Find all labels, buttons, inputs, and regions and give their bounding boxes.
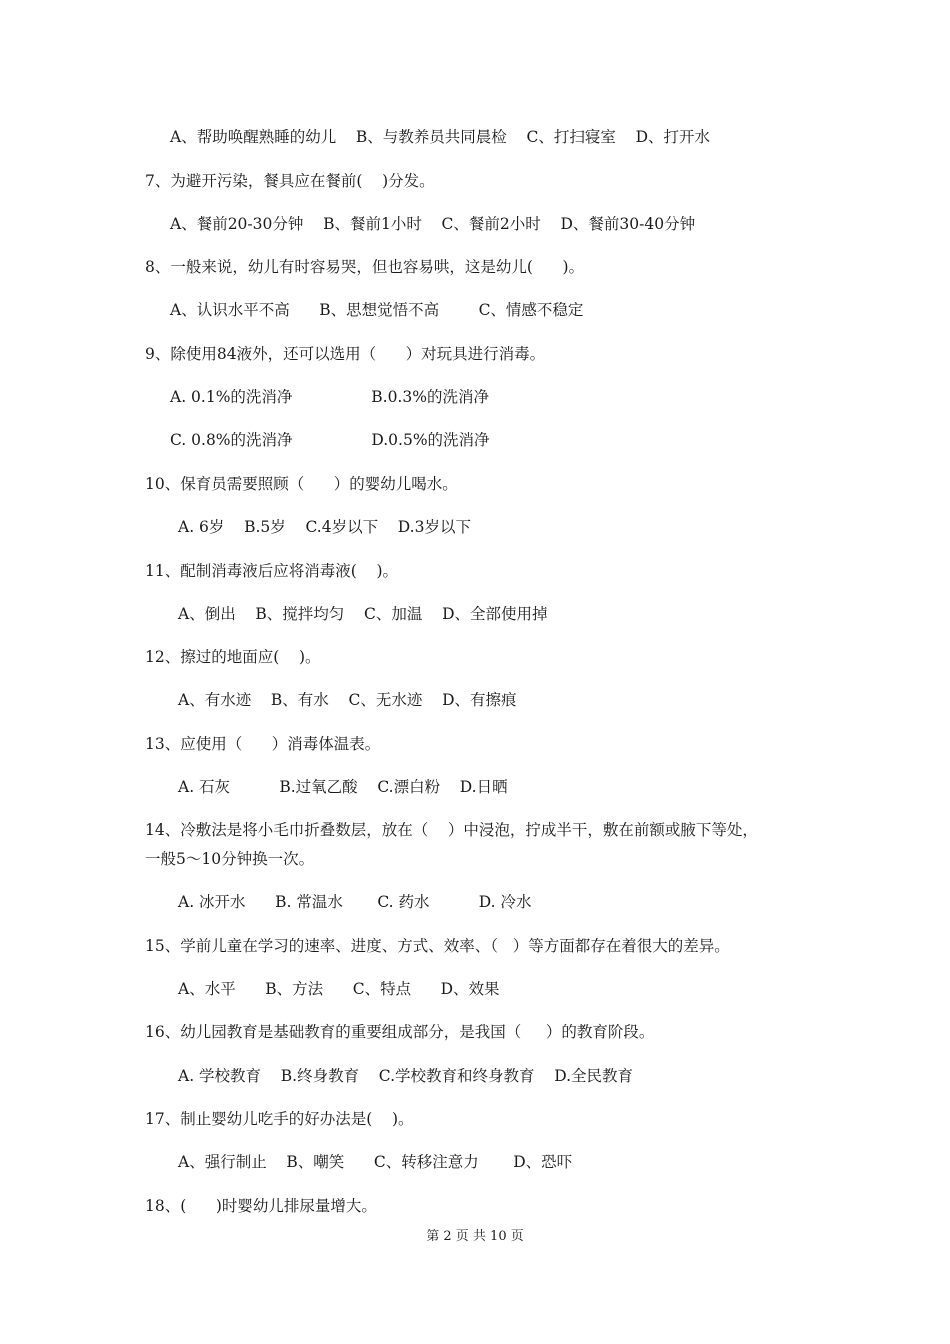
q12-question: 12、擦过的地面应( )。 — [145, 648, 321, 666]
page-footer: 第 2 页 共 10 页 — [426, 1229, 524, 1244]
q10-options: A. 6岁 B.5岁 C.4岁以下 D.3岁以下 — [178, 518, 471, 536]
q15-options: A、水平 B、方法 C、特点 D、效果 — [178, 980, 500, 998]
q16-options: A. 学校教育 B.终身教育 C.学校教育和终身教育 D.全民教育 — [178, 1067, 634, 1085]
q6-options: A、帮助唤醒熟睡的幼儿 B、与教养员共同晨检 C、打扫寝室 D、打开水 — [170, 128, 710, 146]
q17-options: A、强行制止 B、嘲笑 C、转移注意力 D、恐吓 — [178, 1153, 573, 1171]
q11-question: 11、配制消毒液后应将消毒液( )。 — [145, 562, 399, 580]
q15-question: 15、学前儿童在学习的速率、进度、方式、效率、（ ）等方面都存在着很大的差异。 — [145, 937, 730, 955]
q11-options: A、倒出 B、搅拌均匀 C、加温 D、全部使用掉 — [178, 605, 548, 623]
q7-options: A、餐前20-30分钟 B、餐前1小时 C、餐前2小时 D、餐前30-40分钟 — [170, 215, 696, 233]
q18-question: 18、( )时婴幼儿排尿量增大。 — [145, 1197, 377, 1215]
q8-question: 8、一般来说，幼儿有时容易哭，但也容易哄，这是幼儿( )。 — [145, 258, 585, 276]
q14-options: A. 冰开水 B. 常温水 C. 药水 D. 冷水 — [178, 893, 532, 911]
q16-question: 16、幼儿园教育是基础教育的重要组成部分，是我国（ ）的教育阶段。 — [145, 1023, 655, 1041]
q8-options: A、认识水平不高 B、思想觉悟不高 C、情感不稳定 — [170, 301, 584, 319]
q17-question: 17、制止婴幼儿吃手的好办法是( )。 — [145, 1110, 414, 1128]
q14-question-line1: 14、冷敷法是将小毛巾折叠数层，放在（ ）中浸泡，拧成半干，敷在前额或腋下等处， — [145, 821, 758, 839]
q9-options-row2: C. 0.8%的洗消净 D.0.5%的洗消净 — [170, 431, 490, 449]
q9-question: 9、除使用84液外，还可以选用（ ）对玩具进行消毒。 — [145, 345, 546, 363]
q13-options: A. 石灰 B.过氧乙酸 C.漂白粉 D.日晒 — [178, 778, 508, 796]
q10-question: 10、保育员需要照顾（ ）的婴幼儿喝水。 — [145, 475, 458, 493]
q13-question: 13、应使用（ ）消毒体温表。 — [145, 735, 381, 753]
q14-question-line2: 一般5～10分钟换一次。 — [145, 850, 315, 868]
q12-options: A、有水迹 B、有水 C、无水迹 D、有擦痕 — [178, 691, 517, 709]
q7-question: 7、为避开污染，餐具应在餐前( )分发。 — [145, 172, 435, 190]
q9-options-row1: A. 0.1%的洗消净 B.0.3%的洗消净 — [170, 388, 489, 406]
